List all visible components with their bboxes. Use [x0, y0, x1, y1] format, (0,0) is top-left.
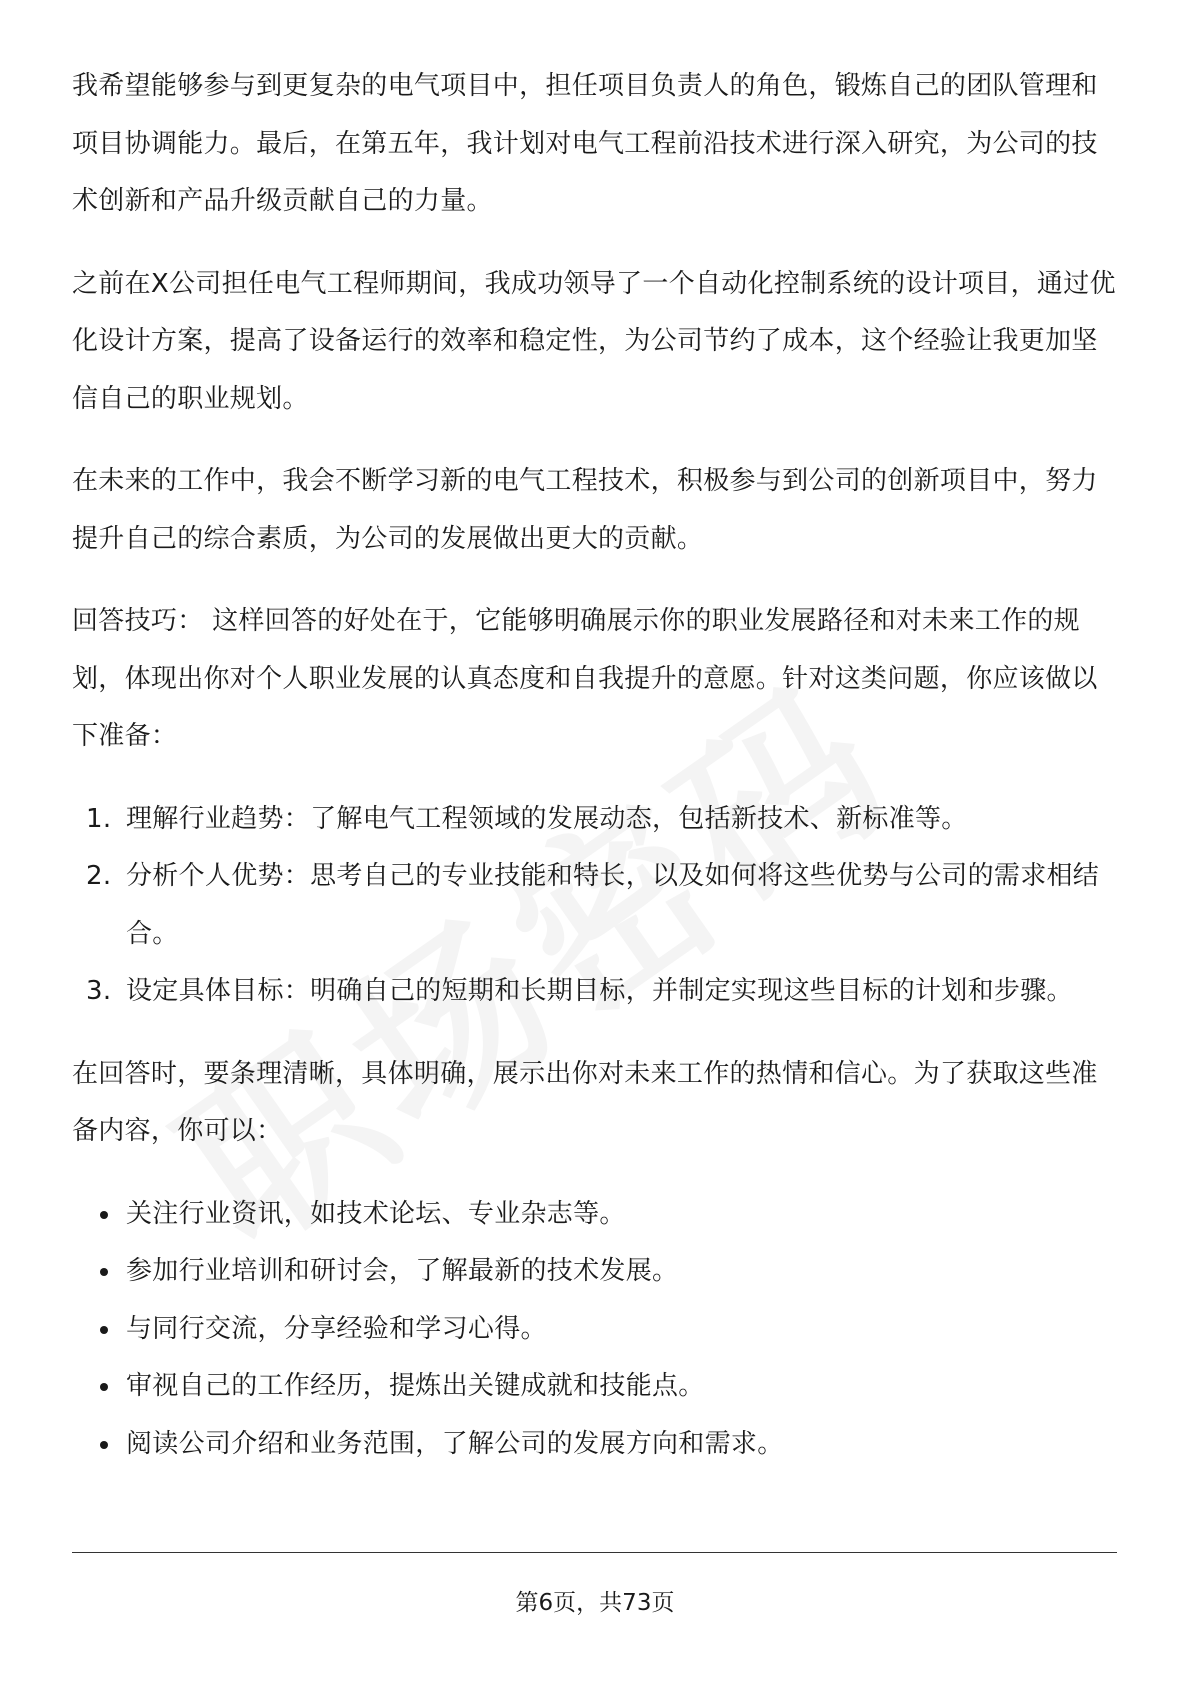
list-item-text: 与同行交流，分享经验和学习心得。 [126, 1313, 547, 1344]
list-item [72, 1301, 1117, 1359]
bullet-icon [100, 1268, 108, 1276]
preparation-list [72, 791, 1117, 1021]
list-item-text: 理解行业趋势：了解电气工程领域的发展动态，包括新技术、新标准等。 [126, 803, 968, 834]
list-number: 2. [86, 861, 112, 891]
bullet-icon [100, 1441, 108, 1449]
paragraph-answer-advice: 在回答时，要条理清晰，具体明确，展示出你对未来工作的热情和信心。为了获取这些准备内容，你可以： [72, 1058, 1098, 1146]
paragraph-career-plan: 我希望能够参与到更复杂的电气项目中，担任项目负责人的角色，锻炼自己的团队管理和项目协调能力。最后，在第五年，我计划对电气工程前沿技术进行深入研究，为公司的技术创新和产品升级贡献自己的力量。 [72, 71, 1098, 216]
bullet-icon [100, 1326, 108, 1334]
list-item-text: 阅读公司介绍和业务范围，了解公司的发展方向和需求。 [126, 1428, 784, 1459]
list-item-text: 分析个人优势：思考自己的专业技能和特长，以及如何将这些优势与公司的需求相结合。 [126, 861, 1100, 949]
list-item-text: 关注行业资讯，如技术论坛、专业杂志等。 [126, 1198, 626, 1229]
bullet-icon [100, 1383, 108, 1391]
bullet-icon [100, 1211, 108, 1219]
page-number: 第6页，共73页 [515, 1590, 675, 1616]
list-item [72, 791, 1117, 849]
list-number: 3. [86, 976, 112, 1006]
list-item-text: 设定具体目标：明确自己的短期和长期目标，并制定实现这些目标的计划和步骤。 [126, 976, 1073, 1006]
paragraph-future-work: 在未来的工作中，我会不断学习新的电气工程技术，积极参与到公司的创新项目中，努力提升自己的综合素质，为公司的发展做出更大的贡献。 [72, 466, 1098, 554]
list-item [72, 1358, 1117, 1416]
document-body [72, 58, 1117, 1498]
list-item [72, 1243, 1117, 1301]
list-item [72, 1416, 1117, 1474]
list-item [72, 963, 1117, 1021]
footer-divider [72, 1552, 1117, 1553]
paragraph-experience: 之前在X公司担任电气工程师期间，我成功领导了一个自动化控制系统的设计项目，通过优化设计方案，提高了设备运行的效率和稳定性，为公司节约了成本，这个经验让我更加坚信自己的职业规划。 [72, 268, 1116, 414]
resources-list [72, 1186, 1117, 1474]
list-item [72, 848, 1117, 963]
list-item-text: 审视自己的工作经历，提炼出关键成就和技能点。 [126, 1371, 705, 1401]
list-item-text: 参加行业培训和研讨会，了解最新的技术发展。 [126, 1256, 679, 1286]
list-number: 1. [86, 803, 112, 834]
paragraph-answer-tips: 回答技巧： 这样回答的好处在于，它能够明确展示你的职业发展路径和对未来工作的规划，体现出你对个人职业发展的认真态度和自我提升的意愿。针对这类问题，你应该做以下准备： [72, 606, 1098, 751]
list-item [72, 1186, 1117, 1244]
